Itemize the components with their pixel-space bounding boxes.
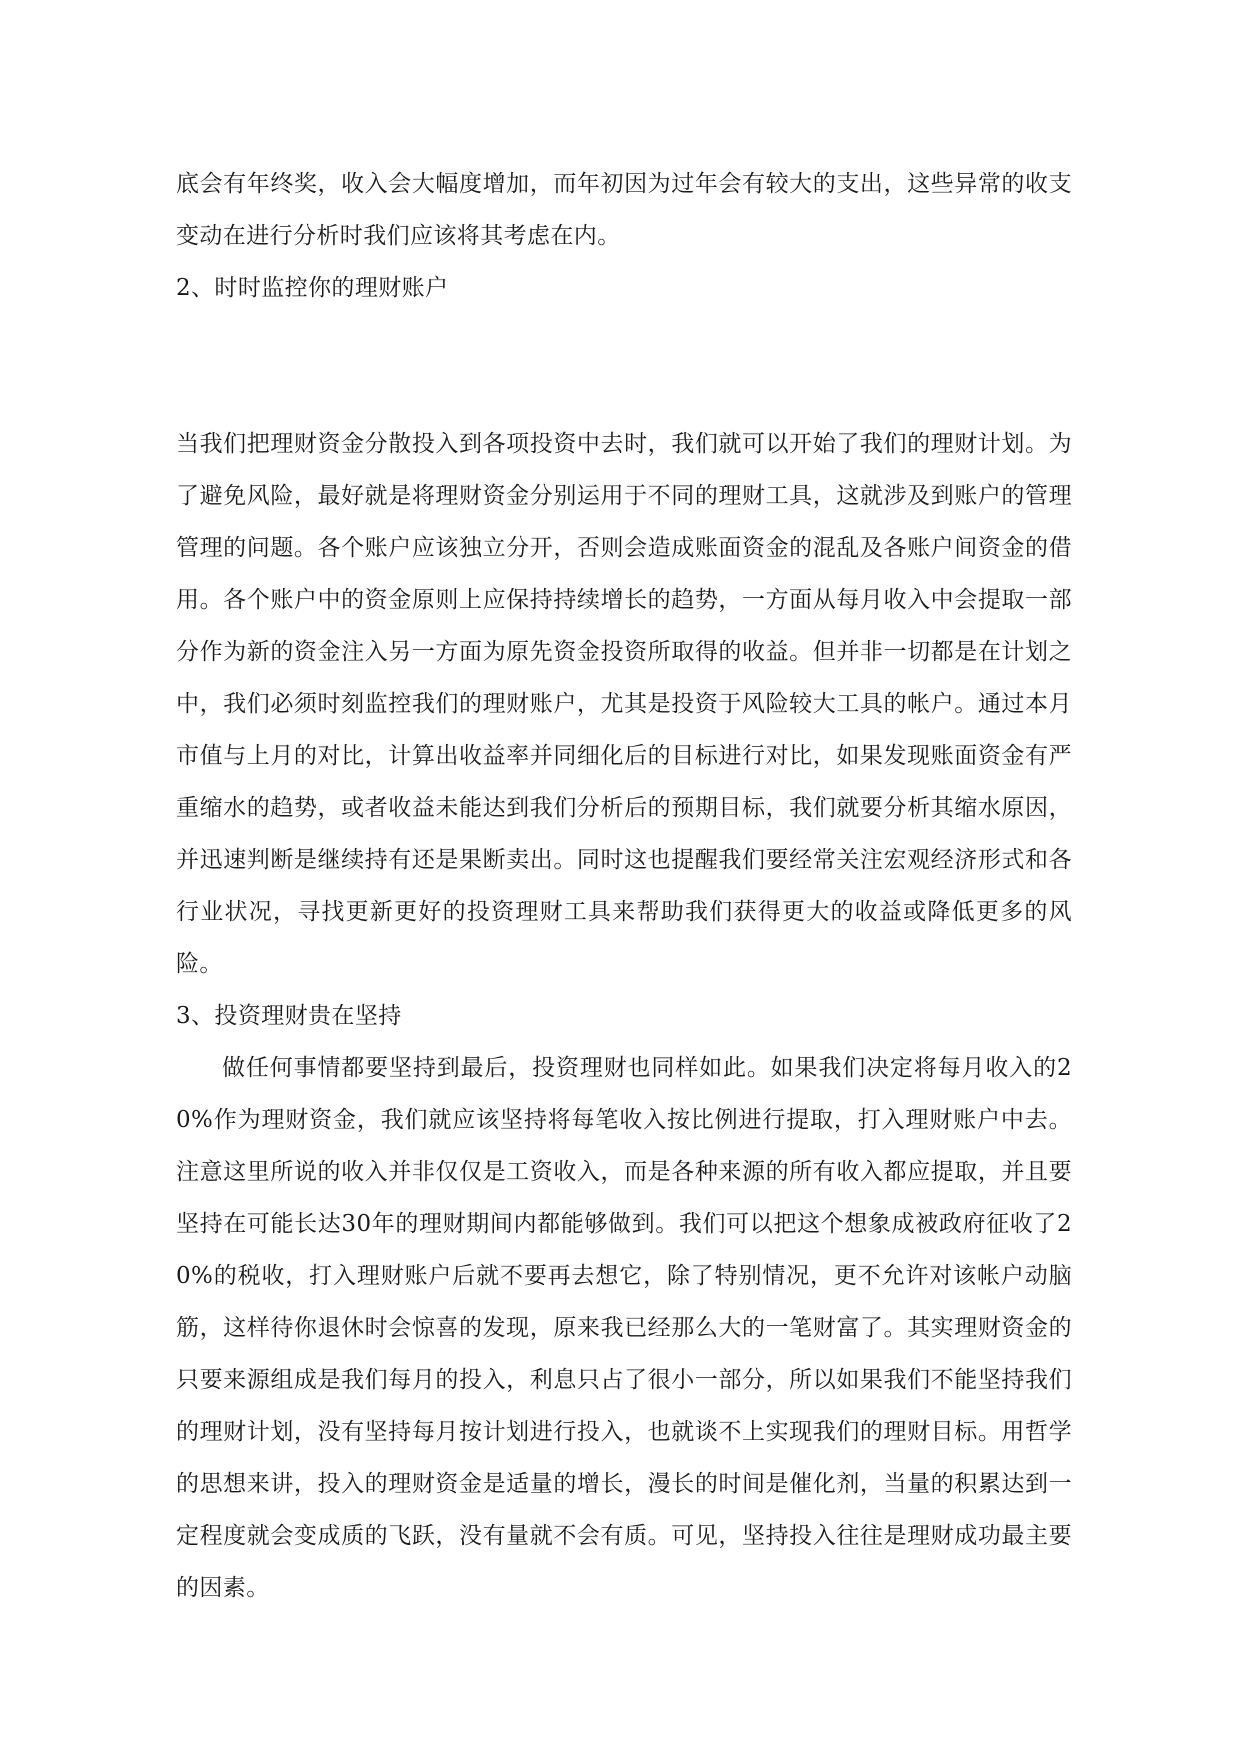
paragraph-section-2: 当我们把理财资金分散投入到各项投资中去时，我们就可以开始了我们的理财计划。为了避免风险，最好就是将理财资金分别运用于不同的理财工具，这就涉及到账户的管理管理的问题。各个账户应该独立分开，否则会造成账面资金的混乱及各账户间资金的借用。各个账户中的资金原则上应保持持续增长的趋势，一方面从每月收入中会提取一部分作为新的资金注入另一方面为原先资金投资所取得的收益。但并非一切都是在计划之中，我们必须时刻监控我们的理财账户，尤其是投资于风险较大工具的帐户。通过本月市值与上月的对比，计算出收益率并同细化后的目标进行对比，如果发现账面资金有严重缩水的趋势，或者收益未能达到我们分析后的预期目标，我们就要分析其缩水原因，并迅速判断是继续持有还是果断卖出。同时这也提醒我们要经常关注宏观经济形式和各行业状况，寻找更新更好的投资理财工具来帮助我们获得更大的收益或降低更多的风险。 [176,431,1072,977]
section-heading-3: 3、投资理财贵在坚持 [176,1003,402,1029]
section-spacer [176,314,1072,418]
paragraph-intro: 底会有年终奖，收入会大幅度增加，而年初因为过年会有较大的支出，这些异常的收支变动在进行分析时我们应该将其考虑在内。 [176,171,1072,249]
paragraph-section-3: 做任何事情都要坚持到最后，投资理财也同样如此。如果我们决定将每月收入的20%作为理财资金，我们就应该坚持将每笔收入按比例进行提取，打入理财账户中去。注意这里所说的收入并非仅仅是工资收入，而是各种来源的所有收入都应提取，并且要坚持在可能长达30年的理财期间内都能够做到。我们可以把这个想象成被政府征收了20%的税收，打入理财账户后就不要再去想它，除了特别情况，更不允许对该帐户动脑筋，这样待你退休时会惊喜的发现，原来我已经那么大的一笔财富了。其实理财资金的只要来源组成是我们每月的投入，利息只占了很小一部分，所以如果我们不能坚持我们的理财计划，没有坚持每月按计划进行投入，也就谈不上实现我们的理财目标。用哲学的思想来讲，投入的理财资金是适量的增长，漫长的时间是催化剂，当量的积累达到一定程度就会变成质的飞跃，没有量就不会有质。可见，坚持投入往往是理财成功最主要的因素。 [176,1055,1072,1601]
section-heading-2: 2、时时监控你的理财账户 [176,275,449,301]
document-body [176,158,1072,1614]
